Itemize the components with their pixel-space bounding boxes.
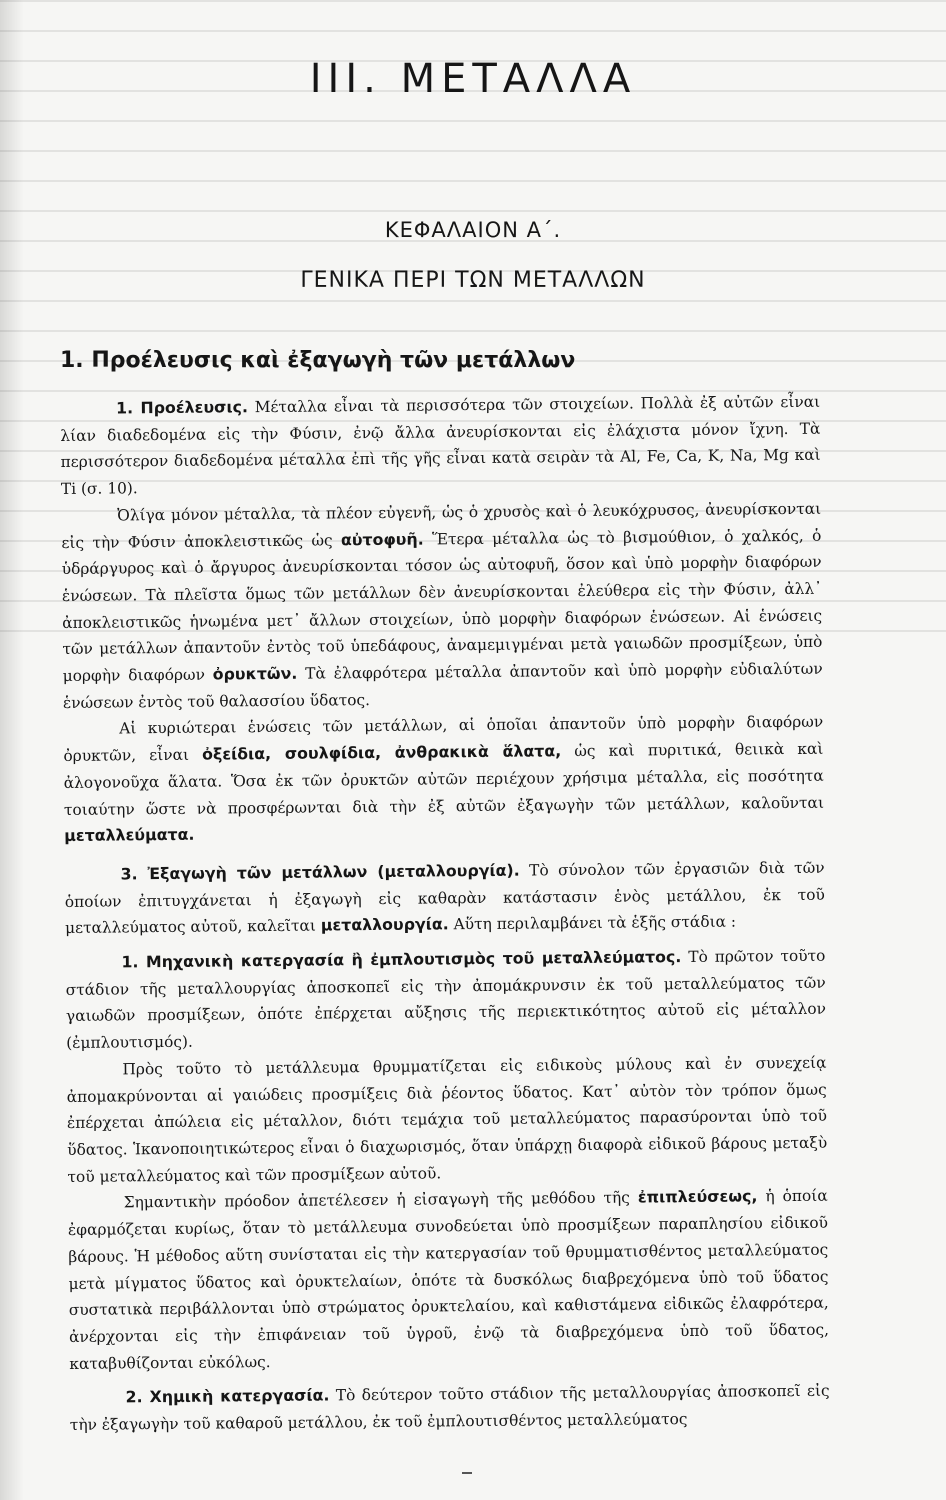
- section-heading: 1. Προέλευσις καὶ ἐξαγωγὴ τῶν μετάλλων: [60, 348, 576, 373]
- footer-mark: [462, 1472, 472, 1474]
- paragraph-label: 1. Προέλευσις.: [116, 397, 248, 418]
- body-text: [60, 389, 830, 1439]
- bold-term: αὐτοφυῆ.: [340, 529, 424, 549]
- paragraph-native-metals: Ὀλίγα μόνον μέταλλα, τὰ πλέον εὐγενῆ, ὡς ὁ χρυσὸς καὶ ὁ λευκόχρυσος, ἀνευρίσκονται εἰς τὴν Φύσιν ἀποκλειστικῶς ὡς αὐτοφυῆ. Ἕτερα μέταλλα ὡς τὸ βισμούθιον, ὁ χαλκός, ὁ ὑδράργυρος καὶ ὁ ἄργυρος ἀνευρίσκονται τόσον ὡς αὐτοφυῆ, ὅσον καὶ ὑπὸ μορφὴν διαφόρων ἑνώσεων. Τὰ πλεῖστα ὅμως τῶν μετάλλων δὲν ἀνευρίσκονται ἐλεύθερα εἰς τὴν Φύσιν, ἀλλ᾿ ἀποκλειστικῶς ἡνωμένα μετ᾿ ἄλλων στοιχείων, ὑπὸ μορφὴν διαφόρων ἑνώσεων. Αἱ ἑνώσεις τῶν μετάλλων ἀπαντοῦν ἐντὸς τοῦ ὑπεδάφους, ἀναμεμιγμέναι μετὰ γαιωδῶν προσμίξεων, ὑπὸ μορφὴν διαφόρων ὀρυκτῶν. Τὰ ἐλαφρότερα μέταλλα ἀπαντοῦν καὶ ὑπὸ μορφὴν εὐδιαλύτων ἑνώσεων ἐντὸς τοῦ θαλασσίου ὕδατος.: [61, 499, 823, 712]
- bold-term: μεταλλεύματα.: [64, 824, 195, 846]
- paragraph-origin: 1. Προέλευσις. Μέταλλα εἶναι τὰ περισσότερα τῶν στοιχείων. Πολλὰ ἐξ αὐτῶν εἶναι λίαν διαδεδομένα εἰς τὴν Φύσιν, ἐνῷ ἄλλα ἀνευρίσκονται εἰς ἐλάχιστα μόνον ἴχνη. Τὰ περισσότερον διαδεδομένα μέταλλα ἐπὶ τῆς γῆς εἶναι κατὰ σειρὰν τὰ Al, Fe, Ca, K, Na, Mg καὶ Ti (σ. 10).: [60, 392, 821, 499]
- chapter-label: ΚΕΦΑΛΑΙΟΝ Α΄.: [384, 218, 562, 242]
- bold-term: ὀξείδια, σουλφίδια, ἀνθρακικὰ ἅλατα,: [202, 741, 562, 764]
- paragraph-flotation: Σημαντικὴν πρόοδον ἀπετέλεσεν ἡ εἰσαγωγὴ τῆς μεθόδου τῆς ἐπιπλεύσεως, ἡ ὁποία ἐφαρμόζεται κυρίως, ὅταν τὸ μετάλλευμα συνοδεύεται ὑπὸ προσμίξεων παραπλησίου εἰδικοῦ βάρους. Ἡ μέθοδος αὕτη συνίσταται εἰς τὴν κατεργασίαν τοῦ θρυμματισθέντος μεταλλεύματος μετὰ μίγματος ὕδατος καὶ ὀρυκτελαίων, ὁπότε τὰ δυσκόλως διαβρεχόμενα ὑπὸ τοῦ ὕδατος συστατικὰ περιβάλλονται ὑπὸ στρώματος ὀρυκτελαίου, καὶ καθιστάμενα εἰδικῶς ἐλαφρότερα, ἀνέρχονται εἰς τὴν ἐπιφάνειαν τοῦ ὑγροῦ, ἐνῷ τὰ διαβρεχόμενα ὑπὸ τοῦ ὕδατος, καταβυθίζονται εὐκόλως.: [67, 1186, 830, 1373]
- paragraph-metallurgy: 3. Ἐξαγωγὴ τῶν μετάλλων (μεταλλουργία). Τὸ σύνολον τῶν ἐργασιῶν διὰ τῶν ὁποίων ἐπιτυγχάνεται ἡ ἐξαγωγὴ εἰς καθαρὰν κατάστασιν ἑνὸς μετάλλου, ἐκ τοῦ μεταλλεύματος αὐτοῦ, καλεῖται μεταλλουργία. Αὕτη περιλαμβάνει τὰ ἑξῆς στάδια :: [64, 858, 825, 938]
- paragraph-crushing: Πρὸς τοῦτο τὸ μετάλλευμα θρυμματίζεται εἰς ειδικοὺς μύλους καὶ ἐν συνεχείᾳ ἀπομακρύνονται αἱ γαιώδεις προσμίξεις διὰ ῥέοντος ὕδατος. Κατ᾿ αὐτὸν τὸν τρόπον ὅμως ἐπέρχεται ἀπώλεια εἰς μέταλλον, διότι τεμάχια τοῦ μεταλλεύματος παρασύρονται ὑπὸ τοῦ ὕδατος. Ἱκανοποιητικώτερος εἶναι ὁ διαχωρισμός, ὅταν ὑπάρχῃ διαφορὰ εἰδικοῦ βάρους μεταξὺ τοῦ μεταλλεύματος καὶ τῶν προσμίξεων αὐτοῦ.: [66, 1053, 828, 1186]
- bold-term: μεταλλουργία.: [320, 914, 449, 935]
- paragraph-mechanical: 1. Μηχανικὴ κατεργασία ἢ ἐμπλουτισμὸς τοῦ μεταλλεύματος. Τὸ πρῶτον τοῦτο στάδιον τῆς μεταλλουργίας ἀποσκοπεῖ εἰς τὴν ἀπομάκρυνσιν ἐκ τοῦ μεταλλεύματος τῶν γαιωδῶν προσμίξεων, ὁπότε ἐπέρχεται αὔξησις τῆς περιεκτικότητος αὐτοῦ εἰς μέταλλον (ἐμπλουτισμός).: [65, 946, 827, 1053]
- chapter-title: ΓΕΝΙΚΑ ΠΕΡΙ ΤΩΝ ΜΕΤΑΛΛΩΝ: [300, 268, 646, 293]
- bold-term: ἐπιπλεύσεως,: [637, 1186, 758, 1207]
- paragraph-compounds: Αἱ κυριώτεραι ἑνώσεις τῶν μετάλλων, αἱ ὁποῖαι ἀπαντοῦν ὑπὸ μορφὴν διαφόρων ὀρυκτῶν, εἶναι ὀξείδια, σουλφίδια, ἀνθρακικὰ ἅλατα, ὡς καὶ πυριτικά, θειικὰ καὶ ἀλογονοῦχα ἅλατα. Ὅσα ἐκ τῶν ὀρυκτῶν αὐτῶν περιέχουν χρήσιμα μέταλλα, εἰς ποσότητα τοιαύτην ὥστε νὰ προσφέρωνται διὰ τὴν ἐξ αὐτῶν ἐξαγωγὴν τῶν μετάλλων, καλοῦνται μεταλλεύματα.: [63, 713, 825, 846]
- paragraph-chemical: 2. Χημικὴ κατεργασία. Τὸ δεύτερον τοῦτο στάδιον τῆς μεταλλουργίας ἀποσκοπεῖ εἰς τὴν ἐξαγωγὴν τοῦ καθαροῦ μετάλλου, ἐκ τοῦ ἐμπλουτισθέντος μεταλλεύματος: [69, 1381, 830, 1434]
- paragraph-label: 3. Ἐξαγωγὴ τῶν μετάλλων (μεταλλουργία).: [120, 860, 520, 884]
- paragraph-label: 2. Χημικὴ κατεργασία.: [125, 1385, 330, 1407]
- part-title: ΙΙΙ. ΜΕΤΑΛΛΑ: [309, 56, 637, 102]
- paragraph-label: 1. Μηχανικὴ κατεργασία ἢ ἐμπλουτισμὸς τοῦ μεταλλεύματος.: [121, 947, 682, 972]
- bold-term: ὀρυκτῶν.: [212, 663, 298, 684]
